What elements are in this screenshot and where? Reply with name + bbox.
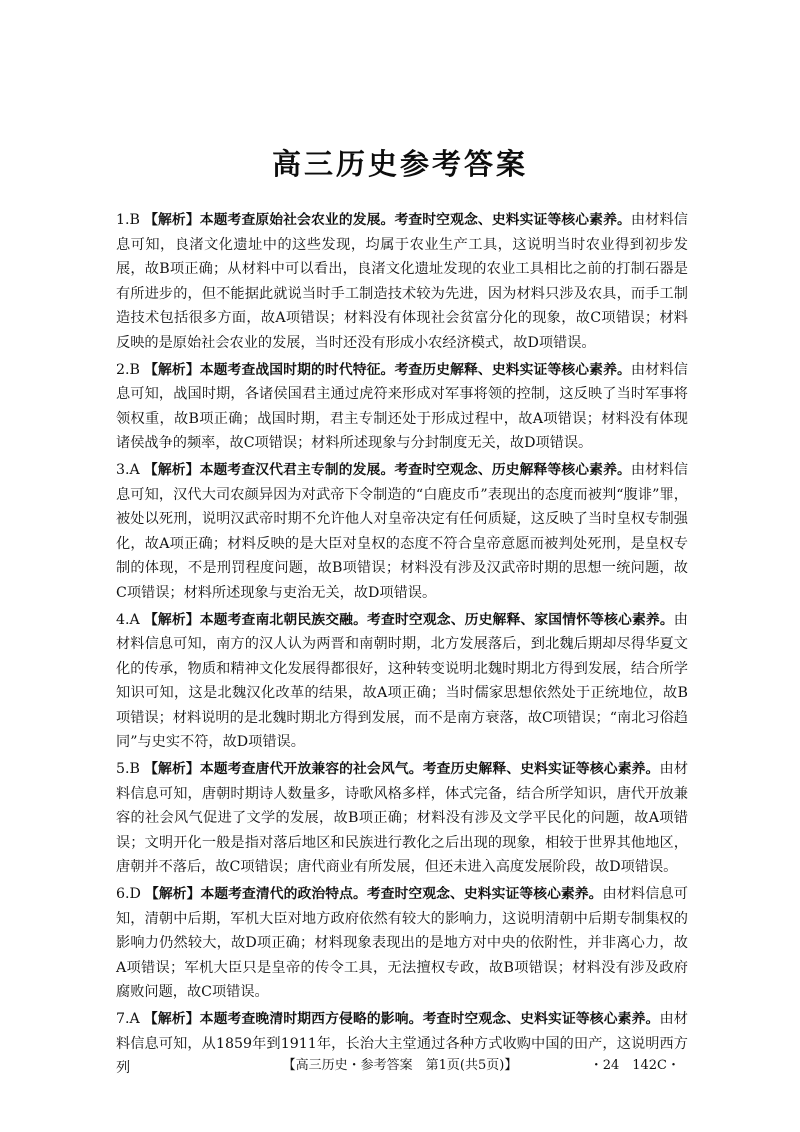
- item-number: 2.B: [116, 361, 140, 378]
- analysis-tag: 【解析】: [144, 886, 201, 903]
- analysis-tag: 【解析】: [143, 212, 200, 228]
- item-summary: 本题考查南北朝民族交融。考查时空观念、历史解释、家国情怀等核心素养。: [199, 611, 674, 628]
- answer-item-5: [116, 757, 688, 880]
- item-text: 由材料信息可知，战国时期，各诸侯国君主通过虎符来形成对军事将领的控制，这反映了当时军事将领权重，故B项正确；战国时期，君主专制还处于形成过程中，故A项错误；材料没有体现诸侯战争的频率，故C项错误；材料所述现象与分封制度无关，故D项错误。: [116, 361, 688, 452]
- item-text: 由材料信息可知，从1859年到1911年，长治大主堂通过各种方式收购中国的田产，这说明西方列: [116, 1011, 688, 1077]
- item-summary: 本题考查原始社会农业的发展。考查时空观念、史料实证等核心素养。: [199, 212, 631, 228]
- footer-code: ・24 142C・: [589, 1058, 680, 1073]
- analysis-tag: 【解析】: [143, 611, 200, 628]
- item-number: 7.A: [116, 1011, 140, 1027]
- page-title: 高三历史参考答案: [271, 147, 528, 181]
- item-summary: 本题考查战国时期的时代特征。考查历史解释、史料实证等核心素养。: [199, 361, 631, 378]
- item-summary: 本题考查清代的政治特点。考查时空观念、史料实证等核心素养。: [200, 886, 603, 903]
- item-text: 由材料信息可知，清朝中后期，军机大臣对地方政府依然有较大的影响力，这说明清朝中后期专制集权的影响力仍然较大，故D项正确；材料现象表现出的是地方对中央的依附性，并非离心力，故A项错误；军机大臣只是皇帝的传令工具，无法擅权专政，故B项错误；材料没有涉及政府腐败问题，故C项错误。: [116, 886, 688, 1001]
- item-number: 5.B: [116, 761, 140, 778]
- page-footer: [0, 1054, 800, 1076]
- item-summary: 本题考查唐代开放兼容的社会风气。考查历史解释、史料实证等核心素养。: [199, 761, 660, 778]
- analysis-tag: 【解析】: [143, 1011, 200, 1027]
- answer-list: [116, 208, 688, 1083]
- item-number: 1.B: [116, 212, 140, 228]
- analysis-tag: 【解析】: [143, 761, 200, 778]
- item-text: 由材料信息可知，唐朝时期诗人数量多，诗歌风格多样，体式完备，结合所学知识，唐代开放兼容的社会风气促进了文学的发展，故B项正确；材料没有涉及文学平民化的问题，故A项错误；文明开化一般是指对落后地区和民族进行教化之后出现的现象，相较于世界其他地区，唐朝并不落后，故C项错误；唐代商业有所发展，但还未进入高度发展阶段，故D项错误。: [116, 761, 689, 876]
- answer-item-3: [116, 458, 688, 606]
- item-text: 由材料信息可知，汉代大司农颜异因为对武帝下令制造的“白鹿皮币”表现出的态度而被判“腹诽”罪，被处以死刑，说明汉武帝时期不允许他人对皇帝决定有任何质疑，这反映了当时皇权专制强化，故A项正确；材料反映的是大臣对皇权的态度不符合皇帝意愿而被判处死刑，是皇权专制的体现，不是刑罚程度问题，故B项错误；材料没有涉及汉武帝时期的思想一统问题，故C项错误；材料所述现象与吏治无关，故D项错误。: [116, 461, 689, 601]
- answer-item-6: [116, 882, 688, 1005]
- answer-item-4: [116, 608, 688, 756]
- analysis-tag: 【解析】: [143, 361, 200, 378]
- item-number: 4.A: [116, 611, 140, 628]
- item-summary: 本题考查汉代君主专制的发展。考查时空观念、历史解释等核心素养。: [199, 461, 631, 478]
- footer-page-info: 【高三历史・参考答案 第1页(共5页)】: [282, 1058, 518, 1073]
- item-number: 6.D: [116, 886, 141, 903]
- item-text: 由材料信息可知，南方的汉人认为两晋和南朝时期，北方发展落后，到北魏后期却尽得华夏文化的传承，物质和精神文化发展得都很好，这种转变说明北魏时期北方得到发展，结合所学知识可知，这是北魏汉化改革的结果，故A项正确；当时儒家思想依然处于正统地位，故B项错误；材料说明的是北魏时期北方得到发展，而不是南方衰落，故C项错误；“南北习俗趋同”与史实不符，故D项错误。: [116, 611, 688, 751]
- answer-item-1: [116, 208, 688, 356]
- analysis-tag: 【解析】: [143, 461, 200, 478]
- item-number: 3.A: [116, 461, 140, 478]
- answer-item-2: [116, 358, 688, 456]
- item-summary: 本题考查晚清时期西方侵略的影响。考查时空观念、史料实证等核心素养。: [199, 1011, 660, 1027]
- item-text: 由材料信息可知，良渚文化遗址中的这些发现，均属于农业生产工具，这说明当时农业得到初步发展，故B项正确；从材料中可以看出，良渚文化遗址发现的农业工具相比之前的打制石器是有所进步的，但不能据此就说当时手工制造技术较为先进，因为材料只涉及农具，而手工制造技术包括很多方面，故A项错误；材料没有体现社会贫富分化的现象，故C项错误；材料反映的是原始社会农业的发展，当时还没有形成小农经济模式，故D项错误。: [116, 212, 688, 351]
